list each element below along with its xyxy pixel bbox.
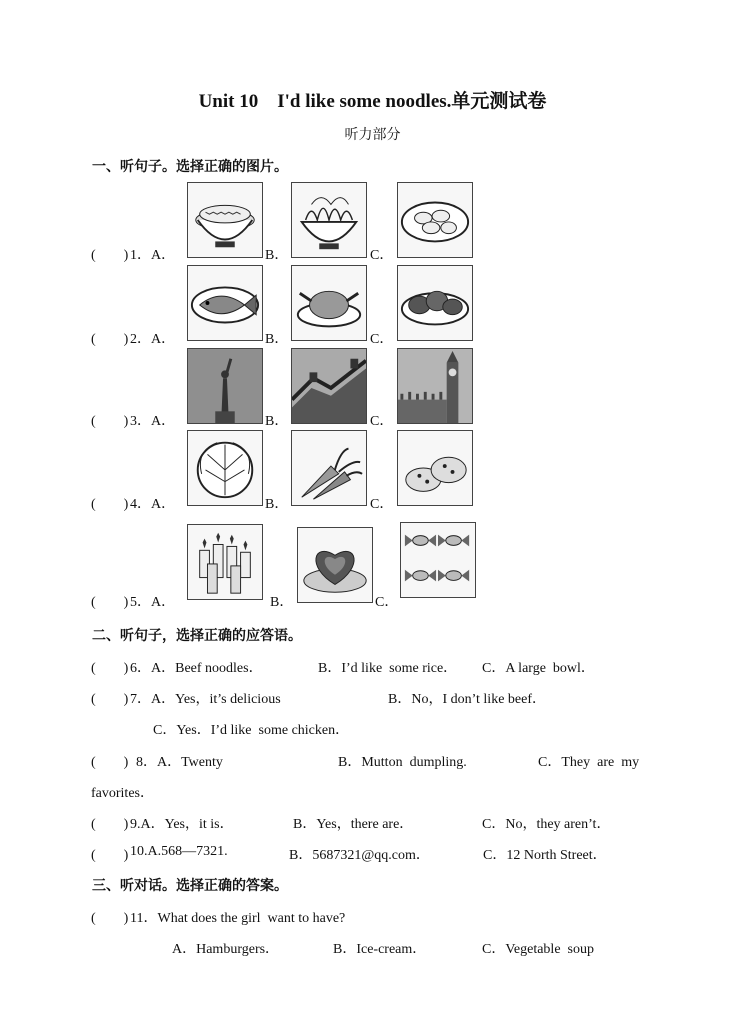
q10-option-b: B．5687321@qq.com． (289, 848, 430, 863)
q6-option-c: C．A large bowl． (482, 661, 595, 676)
q9-option-a: 9.A．Yes，it is． (130, 817, 234, 832)
q1-number: 1．A． (130, 248, 176, 263)
q1-paren: ( ) (91, 248, 129, 263)
q7-option-a: 7．A．Yes，it’s delicious (130, 692, 281, 707)
q4-pic-b-carrots (291, 430, 367, 506)
section2-heading: 二、听句子，选择正确的应答语。 (92, 628, 302, 644)
q8-paren: ( ) (91, 755, 129, 770)
q6-option-b: B．I’d like some rice． (318, 661, 458, 676)
q8-option-c: C．They are my (538, 755, 640, 770)
q3-number: 3．A． (130, 414, 176, 429)
q4-number: 4．A． (130, 497, 176, 512)
q11-option-c: C．Vegetable soup (482, 942, 594, 957)
q11-question: 11．What does the girl want to have? (130, 911, 346, 926)
q11-option-a: A．Hamburgers． (172, 942, 280, 957)
q3-pic-b-great-wall (291, 348, 367, 424)
q2-paren: ( ) (91, 332, 129, 347)
q10-option-a: 10.A.568—7321. (130, 844, 228, 859)
q9-option-b: B．Yes，there are． (293, 817, 414, 832)
page-title: Unit 10 I'd like some noodles.单元测试卷 (198, 91, 547, 112)
q5-b-label: B． (270, 595, 294, 610)
q9-paren: ( ) (91, 817, 129, 832)
q6-option-a: 6．A．Beef noodles． (130, 661, 263, 676)
q4-pic-a-cabbage (187, 430, 263, 506)
q7-option-c: C．Yes．I’d like some chicken． (153, 723, 350, 738)
q4-c-label: C． (370, 497, 394, 512)
q5-number: 5．A． (130, 595, 176, 610)
q2-pic-c-potatoes-plate (397, 265, 473, 341)
q5-pic-a-candles (187, 524, 263, 600)
q2-b-label: B． (265, 332, 289, 347)
q5-pic-c-candies (400, 522, 476, 598)
q2-number: 2．A． (130, 332, 176, 347)
q6-paren: ( ) (91, 661, 129, 676)
q5-c-label: C． (375, 595, 399, 610)
section1-heading: 一、听句子。选择正确的图片。 (92, 159, 288, 175)
q3-pic-c-big-ben (397, 348, 473, 424)
q10-paren: ( ) (91, 848, 129, 863)
page-subtitle: 听力部分 (344, 127, 401, 143)
q1-pic-a-rice-bowl (187, 182, 263, 258)
q1-pic-b-noodles-bowl (291, 182, 367, 258)
q11-option-b: B．Ice-cream． (333, 942, 427, 957)
q11-paren: ( ) (91, 911, 129, 926)
q3-c-label: C． (370, 414, 394, 429)
q9-option-c: C．No，they aren’t． (482, 817, 611, 832)
q1-b-label: B． (265, 248, 289, 263)
section3-heading: 三、听对话。选择正确的答案。 (92, 878, 288, 894)
q8-option-b: B．Mutton dumpling. (338, 755, 467, 770)
q5-pic-b-heart-cake (297, 527, 373, 603)
q8-option-c-continued: favorites． (91, 786, 154, 801)
q2-pic-b-roast-chicken (291, 265, 367, 341)
q4-pic-c-bread-buns (397, 430, 473, 506)
q4-paren: ( ) (91, 497, 129, 512)
q5-paren: ( ) (91, 595, 129, 610)
q3-paren: ( ) (91, 414, 129, 429)
q7-option-b: B．No，I don’t like beef． (388, 692, 546, 707)
q2-pic-a-fish-dish (187, 265, 263, 341)
q3-b-label: B． (265, 414, 289, 429)
q3-pic-a-statue-of-liberty (187, 348, 263, 424)
q1-c-label: C． (370, 248, 394, 263)
q8-option-a: 8．A．Twenty (136, 755, 223, 770)
q10-option-c: C．12 North Street． (483, 848, 607, 863)
q1-pic-c-dumplings-plate (397, 182, 473, 258)
q2-c-label: C． (370, 332, 394, 347)
q7-paren: ( ) (91, 692, 129, 707)
q4-b-label: B． (265, 497, 289, 512)
